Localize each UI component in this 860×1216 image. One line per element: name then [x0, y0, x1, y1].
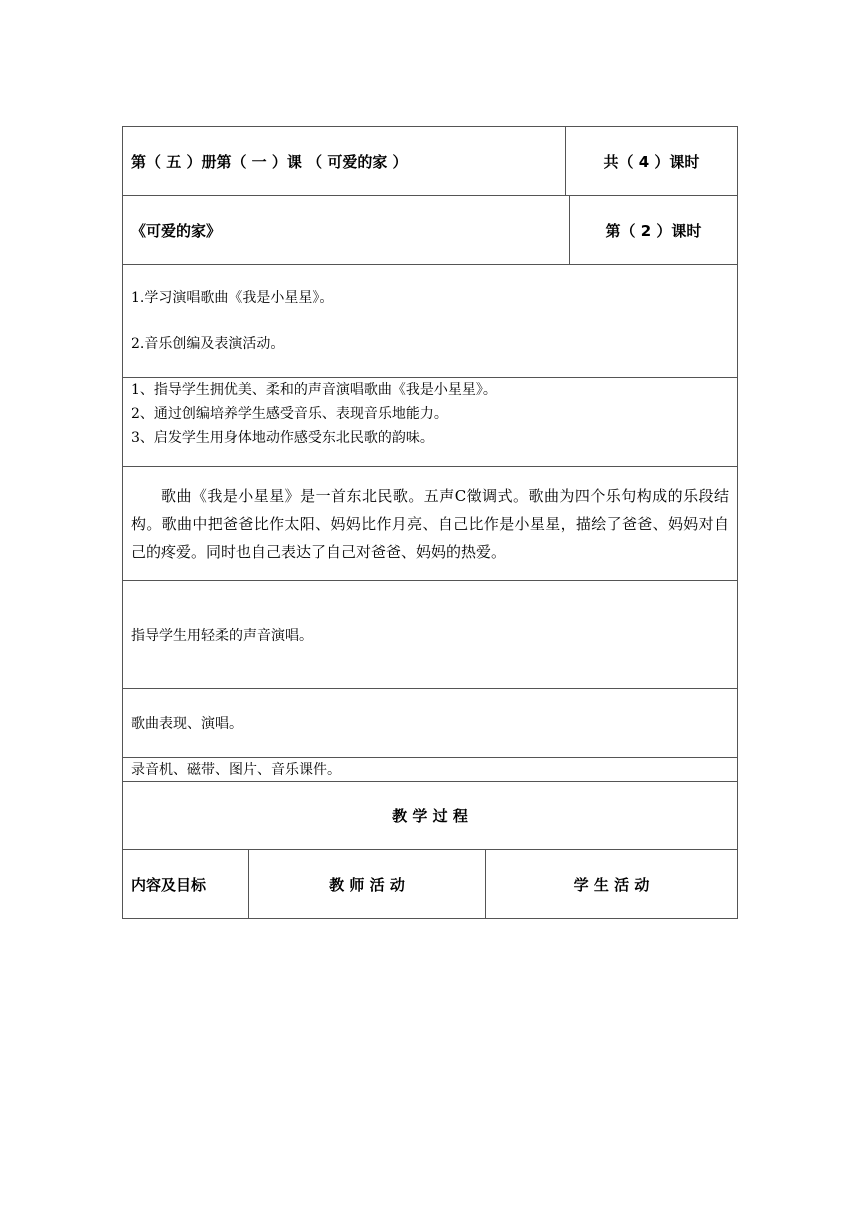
header-row [123, 127, 737, 196]
difficulty-text: 歌曲表现、演唱。 [131, 716, 243, 732]
subheader-row [123, 196, 737, 265]
goal-item: 1.学习演唱歌曲《我是小星星》。 [131, 290, 334, 306]
key-point-text: 指导学生用轻柔的声音演唱。 [131, 627, 313, 644]
total-hours: 共（ 4 ）课时 [603, 152, 700, 171]
process-header-row [123, 850, 737, 918]
materials-row [123, 758, 737, 782]
objectives-list [123, 378, 737, 450]
goal-item: 2.音乐创编及表演活动。 [131, 336, 285, 352]
goals-row [123, 265, 737, 378]
objective-item: 2、通过创编培养学生感受音乐、表现音乐地能力。 [131, 406, 448, 422]
process-title: 教 学 过 程 [392, 807, 468, 825]
lesson-plan-table [122, 126, 738, 919]
analysis-row [123, 467, 737, 581]
objective-item: 3、启发学生用身体地动作感受东北民歌的韵味。 [131, 430, 434, 446]
analysis-text: 歌曲《我是小星星》是一首东北民歌。五声C徵调式。歌曲为四个乐句构成的乐段结构。歌曲中把爸爸比作太阳、妈妈比作月亮、自己比作是小星星，描绘了爸爸、妈妈对自己的疼爱。同时也自己表达了自己对爸爸、妈妈的热爱。 [131, 486, 729, 561]
col-teacher-activity: 教 师 活 动 [329, 875, 405, 894]
difficulty-row [123, 689, 737, 758]
key-point-row [123, 581, 737, 689]
materials-text: 录音机、磁带、图片、音乐课件。 [131, 762, 341, 778]
col-student-activity: 学 生 活 动 [573, 875, 650, 894]
objectives-row [123, 378, 737, 467]
song-title: 《可爱的家》 [131, 221, 222, 240]
objective-item: 1、指导学生拥优美、柔和的声音演唱歌曲《我是小星星》。 [131, 382, 497, 398]
lesson-title: 第（ 五 ）册第（ 一 ）课 （ 可爱的家 ） [131, 152, 408, 171]
col-content-goals: 内容及目标 [131, 875, 207, 894]
process-title-row [123, 782, 737, 850]
current-hour: 第（ 2 ）课时 [605, 221, 702, 240]
